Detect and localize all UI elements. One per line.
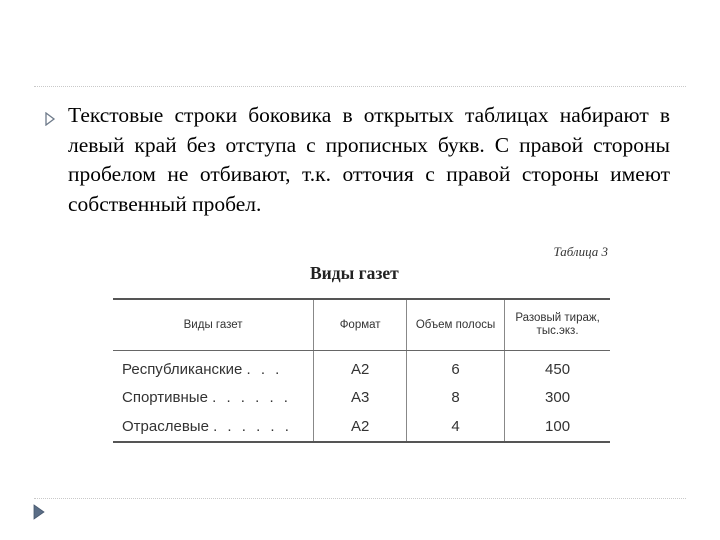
newspapers-table bbox=[113, 298, 610, 443]
row-volume: 4 bbox=[407, 412, 505, 442]
row-dots: . . . . . . bbox=[212, 389, 291, 407]
row-kind-cell bbox=[113, 351, 314, 384]
row-circulation: 450 bbox=[505, 351, 610, 384]
table-row bbox=[113, 384, 610, 413]
row-kind-cell bbox=[113, 384, 314, 413]
table-title: Виды газет bbox=[310, 263, 399, 283]
header-format: Формат bbox=[314, 299, 407, 351]
header-circulation: Разовый тираж, тыс.экз. bbox=[505, 299, 610, 351]
header-kind: Виды газет bbox=[113, 299, 314, 351]
row-format: А3 bbox=[314, 384, 407, 413]
triangle-right-icon bbox=[44, 112, 56, 126]
row-kind: Спортивные bbox=[122, 389, 208, 407]
row-kind: Республиканские bbox=[122, 360, 243, 378]
top-divider bbox=[34, 86, 686, 87]
row-dots: . . . . . . bbox=[213, 417, 292, 435]
row-kind-cell bbox=[113, 412, 314, 442]
table-row bbox=[113, 412, 610, 442]
header-volume: Объем полосы bbox=[407, 299, 505, 351]
row-kind: Отраслевые bbox=[122, 417, 209, 435]
arrow-right-icon bbox=[32, 504, 46, 520]
row-circulation: 300 bbox=[505, 384, 610, 413]
bottom-divider bbox=[34, 498, 686, 499]
bullet-text: Текстовые строки боковика в открытых таблицах набирают в левый край без отступа с прописных букв. С правой стороны пробелом не отбивают, т.к. отточия с правой стороны имеют собственный пробел. bbox=[68, 103, 670, 216]
row-circulation: 100 bbox=[505, 412, 610, 442]
row-format: А2 bbox=[314, 351, 407, 384]
row-volume: 8 bbox=[407, 384, 505, 413]
row-format: А2 bbox=[314, 412, 407, 442]
table-row bbox=[113, 351, 610, 384]
table-caption: Таблица 3 bbox=[553, 244, 608, 259]
table-header-row bbox=[113, 299, 610, 351]
row-volume: 6 bbox=[407, 351, 505, 384]
row-dots: . . . bbox=[246, 360, 283, 378]
